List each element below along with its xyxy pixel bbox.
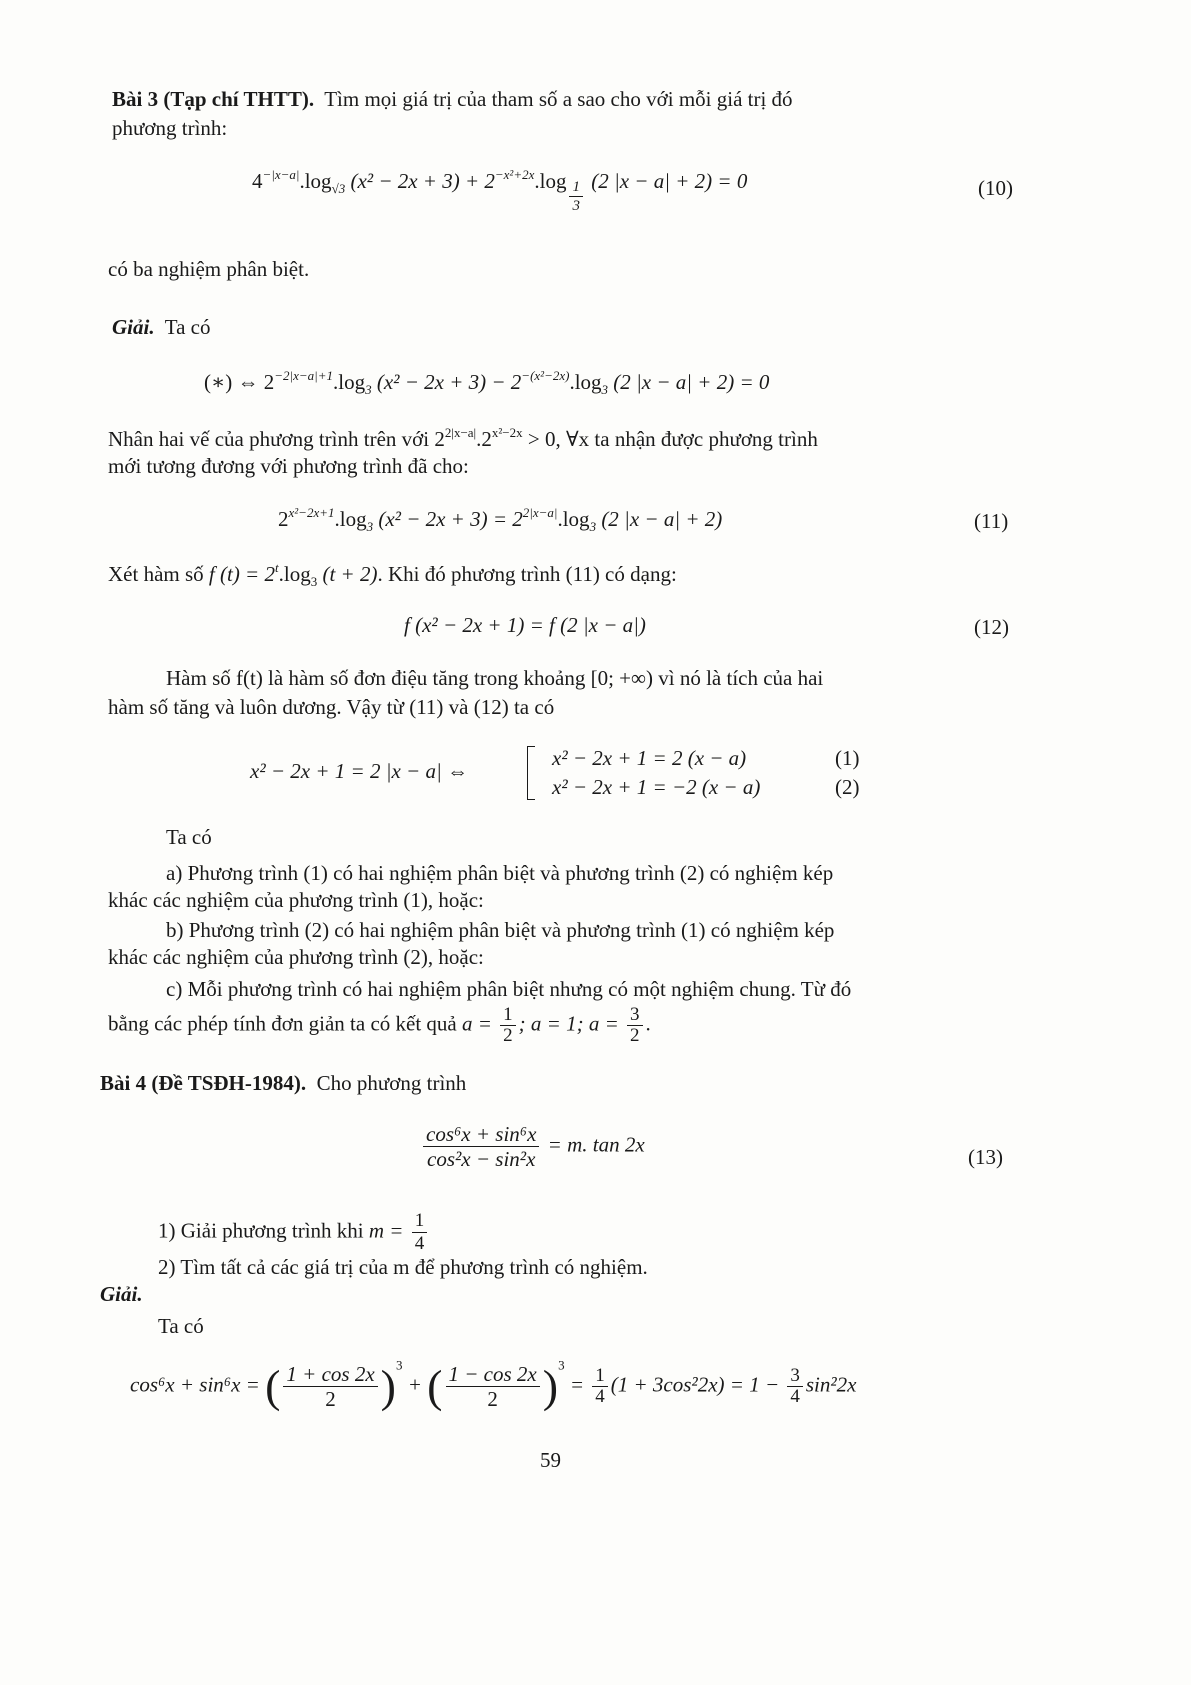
problem-3-header (112, 86, 793, 112)
system-equation-2: x² − 2x + 1 = −2 (x − a) (552, 775, 761, 799)
question-1-fraction: $\frac{1}{4}$ (412, 1210, 428, 1255)
equation-13-fraction: $\frac{\text{cos⁶x + sin⁶x}}{\text{cos²x − sin²x}}$ (423, 1122, 539, 1171)
equation-10: $4^{-|x-a|}.\log_{√3}$ $(x^2 - 2x + 3) + 2^{-x^2+2x}.\log$ $\frac{1}{3}$ (2 |x − a| + 2) = 0 (252, 167, 748, 214)
problem-4-prompt: Cho phương trình (316, 1071, 467, 1095)
identity-fraction-three-quarters: $\frac{3}{4}$ (787, 1366, 803, 1407)
equation-number-10: (10) (978, 176, 1013, 200)
equation-11: $2^{x^2-2x+1}.\log_3$ $(x^2 - 2x + 3) = 2^{2|x-a|}.\log_3$ (2 |x − a| + 2) (278, 505, 723, 534)
equation-number-13: (13) (968, 1145, 1003, 1169)
page-number: 59 (540, 1448, 561, 1472)
identity-fraction-2: $\frac{1 - \cos 2x}{2}$ (446, 1362, 540, 1411)
system-equation-1-number: (1) (835, 746, 860, 770)
problem-3-prompt-cont: phương trình: (112, 116, 228, 140)
case-a-line-2: khác các nghiệm của phương trình (1), hoặc: (108, 888, 484, 912)
identity-fraction-quarter: $\frac{1}{4}$ (592, 1366, 608, 1407)
equation-12: f (x² − 2x + 1) = f (2 |x − a|) (404, 613, 646, 637)
solution-2-intro: Ta có (158, 1314, 204, 1338)
cases-intro: Ta có (166, 825, 212, 849)
system-equation-2-number: (2) (835, 775, 860, 799)
function-definition-line: Xét hàm số f $(t) = 2^t.\log_3$ (t + 2). Khi đó phương trình (11) có dạng: (108, 560, 677, 589)
case-c-line-2: bằng các phép tính đơn giản ta có kết quả a = $\frac{1}{2}$ ; a = 1; a = $\frac{3}{2}$ . (108, 1004, 651, 1046)
problem-3-title: Bài 3 (Tạp chí THTT). (112, 87, 315, 111)
system-equation-1: x² − 2x + 1 = 2 (x − a) (552, 746, 747, 770)
case-a-line-1: a) Phương trình (1) có hai nghiệm phân biệt và phương trình (2) có nghiệm kép (166, 861, 834, 885)
solution-label: Giải. (112, 315, 155, 339)
question-1: 1) Giải phương trình khi m = $\frac{1}{4}$ (158, 1210, 430, 1255)
identity-fraction-1: $\frac{1 + \cos 2x}{2}$ (283, 1362, 377, 1411)
problem-3-after: có ba nghiệm phân biệt. (108, 257, 310, 281)
problem-4-header (100, 1070, 466, 1096)
monotonic-line-1: Hàm số f(t) là hàm số đơn điệu tăng trong khoảng [0; +∞) vì nó là tích của hai (166, 666, 824, 690)
monotonic-line-2: hàm số tăng và luôn dương. Vậy từ (11) và (12) ta có (108, 695, 555, 719)
problem-3-prompt: Tìm mọi giá trị của tham số a sao cho với mỗi giá trị đó (324, 87, 793, 111)
multiply-paragraph-line-2: mới tương đương với phương trình đã cho: (108, 454, 469, 478)
problem-4-title: Bài 4 (Đề TSĐH-1984). (100, 1071, 307, 1095)
system-bracket (527, 746, 535, 800)
equation-number-12: (12) (974, 615, 1009, 639)
equation-number-11: (11) (974, 509, 1009, 533)
question-2: 2) Tìm tất cả các giá trị của m để phương trình có nghiệm. (158, 1255, 648, 1279)
result-fraction-1-2: $\frac{1}{2}$ (500, 1005, 516, 1046)
case-b-line-1: b) Phương trình (2) có hai nghiệm phân biệt và phương trình (1) có nghiệm kép (166, 918, 835, 942)
equation-13: $\frac{\text{cos⁶x + sin⁶x}}{\text{cos²x − sin²x}}$ = m. tan 2x (420, 1122, 645, 1171)
solution-1-intro: Giải. Ta có (112, 315, 211, 339)
log-base-fraction: $\frac{1}{3}$ (569, 178, 583, 215)
equation-star: (∗) ⇔ $2^{-2|x-a|+1}.\log_3$ $(x^2 - 2x + 3) - 2^{-(x^2-2x)}.\log_3$ (2 |x − a| + 2) = 0 (204, 368, 770, 397)
solution-2-label: Giải. (100, 1282, 143, 1306)
case-b-line-2: khác các nghiệm của phương trình (2), hoặc: (108, 945, 484, 969)
case-c-line-1: c) Mỗi phương trình có hai nghiệm phân biệt nhưng có một nghiệm chung. Từ đó (166, 977, 852, 1001)
result-fraction-3-2: $\frac{3}{2}$ (627, 1005, 643, 1046)
multiply-paragraph-line-1: Nhân hai vế của phương trình trên với $2^{2|x-a|}.2^{x^2-2x} > 0$, ∀x ta nhận được phương trình (108, 425, 818, 451)
system-left-side: x² − 2x + 1 = 2 |x − a| ⇔ (250, 759, 468, 783)
identity-equation: cos⁶x + sin⁶x = ( $\frac{1 + \cos 2x}{2}$ )$^3$ + ( $\frac{1 - \cos 2x}{2}$ )$^3$ = $\frac{1}{4}$ (1 + 3cos²2x) = 1 − $\frac{3}{4}$ sin²2x (130, 1357, 857, 1412)
